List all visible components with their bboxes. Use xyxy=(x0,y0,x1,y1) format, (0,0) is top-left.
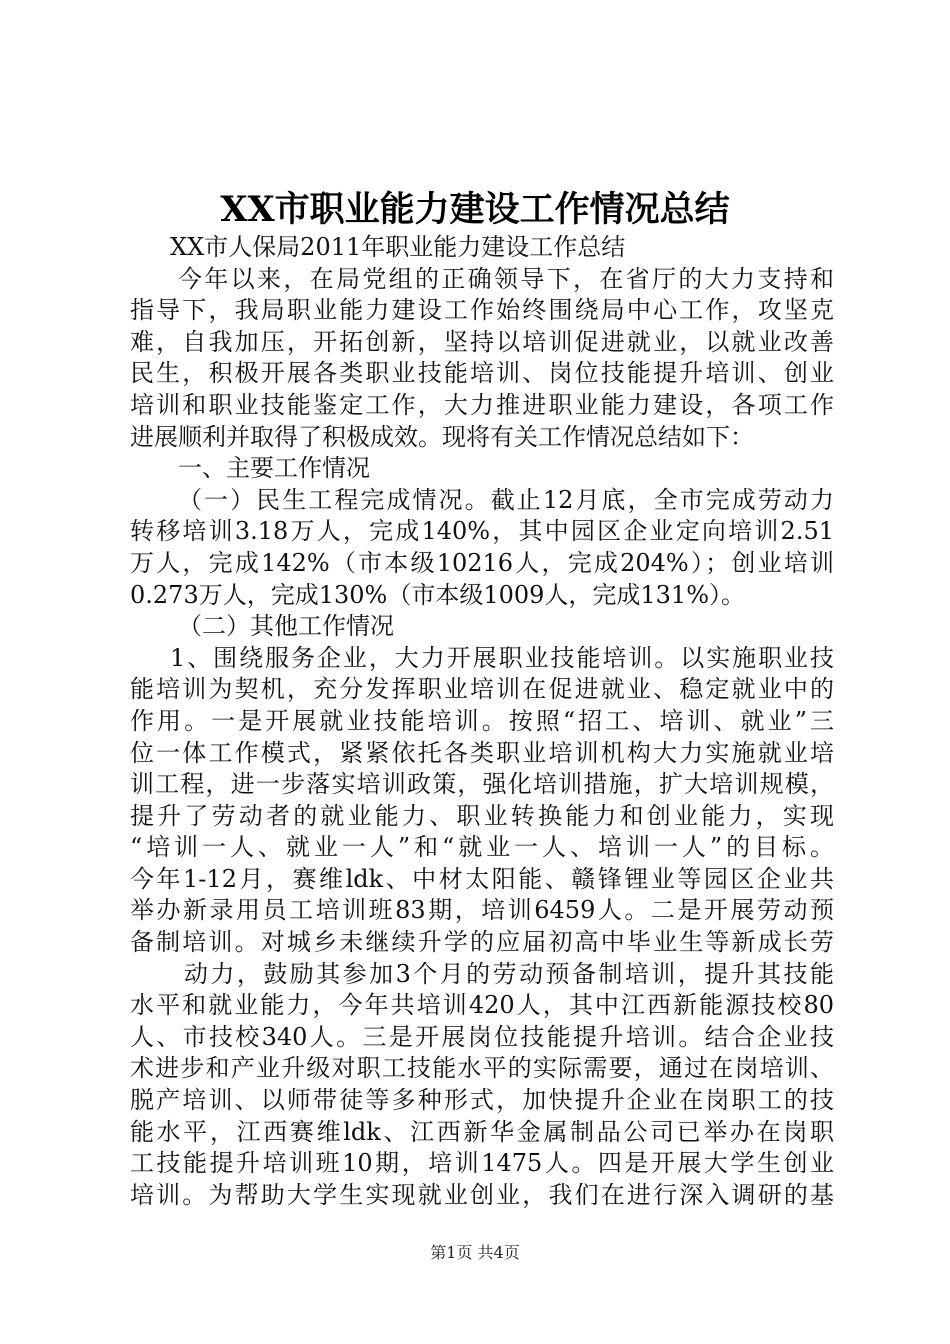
paragraph-line: 作用。一是开展就业技能培训。按照“招工、培训、就业”三 xyxy=(130,706,834,735)
paragraph-line: 备制培训。对城乡未继续升学的应届初高中毕业生等新成长劳 xyxy=(130,928,834,957)
paragraph-line: 脱产培训、以师带徒等多种形式，加快提升企业在岗职工的技 xyxy=(130,1086,834,1115)
paragraph-line: 水平和就业能力，今年共培训420人，其中江西新能源技校80 xyxy=(130,991,834,1020)
paragraph-line: 0.273万人，完成130%（市本级1009人，完成131%）。 xyxy=(130,580,746,609)
paragraph-line: 动力，鼓励其参加3个月的劳动预备制培训，提升其技能 xyxy=(184,959,834,988)
document-body xyxy=(130,232,834,1211)
paragraph-line: 举办新录用员工培训班83期，培训6459人。二是开展劳动预 xyxy=(130,896,834,925)
subsection-heading: （二）其他工作情况 xyxy=(178,612,394,641)
paragraph-line: 指导下，我局职业能力建设工作始终围绕局中心工作，攻坚克 xyxy=(130,296,834,325)
paragraph-line: 万人，完成142%（市本级10216人，完成204%）；创业培训 xyxy=(130,548,834,577)
paragraph-line: 位一体工作模式，紧紧依托各类职业培训机构大力实施就业培 xyxy=(130,738,834,767)
paragraph-line: 人、市技校340人。三是开展岗位技能提升培训。结合企业技 xyxy=(130,1022,834,1051)
paragraph-line: 术进步和产业升级对职工技能水平的实际需要，通过在岗培训、 xyxy=(130,1054,834,1083)
paragraph-line: 能水平，江西赛维ldk、江西新华金属制品公司已举办在岗职 xyxy=(130,1117,834,1146)
paragraph-line: 转移培训3.18万人，完成140%，其中园区企业定向培训2.51 xyxy=(130,517,834,546)
paragraph-line: 训工程，进一步落实培训政策，强化培训措施，扩大培训规模， xyxy=(130,770,834,799)
paragraph-line: 进展顺利并取得了积极成效。现将有关工作情况总结如下： xyxy=(130,422,754,451)
paragraph-line: 民生，积极开展各类职业技能培训、岗位技能提升培训、创业 xyxy=(130,359,834,388)
paragraph-line: 难，自我加压，开拓创新，坚持以培训促进就业，以就业改善 xyxy=(130,327,834,356)
paragraph-line: 提升了劳动者的就业能力、职业转换能力和创业能力，实现 xyxy=(130,801,834,830)
paragraph-line: 能培训为契机，充分发挥职业培训在促进就业、稳定就业中的 xyxy=(130,675,834,704)
paragraph-line: 培训和职业技能鉴定工作，大力推进职业能力建设，各项工作 xyxy=(130,390,834,419)
paragraph-line: 今年以来，在局党组的正确领导下，在省厅的大力支持和 xyxy=(178,264,834,293)
subtitle-line: XX市人保局2011年职业能力建设工作总结 xyxy=(170,233,626,261)
document-title: XX市职业能力建设工作情况总结 xyxy=(220,189,730,230)
paragraph-line: （一）民生工程完成情况。截止12月底，全市完成劳动力 xyxy=(178,485,834,514)
paragraph-line: 今年1-12月，赛维ldk、中材太阳能、赣锋锂业等园区企业共 xyxy=(130,864,834,893)
paragraph-line: “培训一人、就业一人”和“就业一人、培训一人”的目标。 xyxy=(130,833,834,862)
page-footer: 第1页 共4页 xyxy=(430,1243,520,1262)
paragraph-line: 培训。为帮助大学生实现就业创业，我们在进行深入调研的基 xyxy=(130,1180,834,1209)
paragraph-line: 工技能提升培训班10期，培训1475人。四是开展大学生创业 xyxy=(130,1149,834,1178)
paragraph-line: 1、围绕服务企业，大力开展职业技能培训。以实施职业技 xyxy=(170,643,834,672)
section-heading: 一、主要工作情况 xyxy=(178,454,370,483)
